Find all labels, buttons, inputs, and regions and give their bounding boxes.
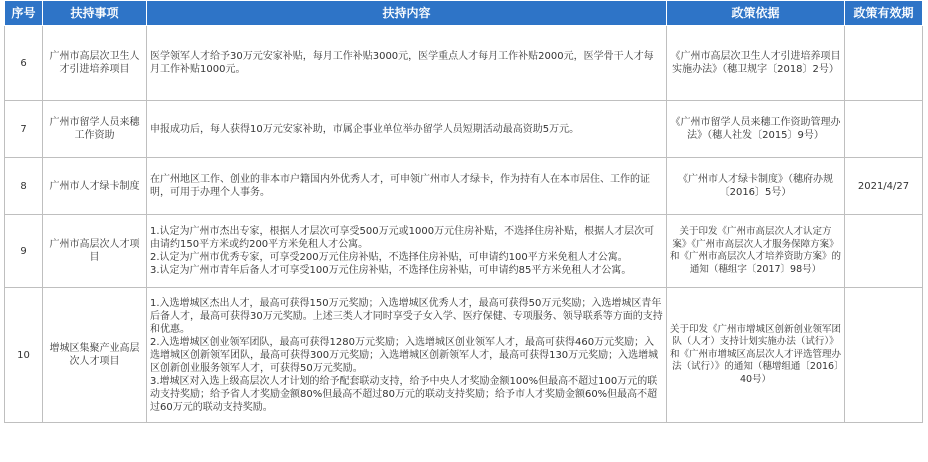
- header-basis: 政策依据: [667, 1, 845, 26]
- table-row: [5, 215, 923, 288]
- row-basis: 关于印发《广州市高层次人才认定方案》《广州市高层次人才服务保障方案》和《广州市高层次人才培养资助方案》的通知（穗组字〔2017〕98号）: [667, 215, 845, 288]
- row-item: 增城区集聚产业高层次人才项目: [43, 288, 147, 423]
- row-basis: 《广州市高层次卫生人才引进培养项目实施办法》（穗卫规字〔2018〕2号）: [667, 26, 845, 101]
- content-line: 3.认定为广州市青年后备人才可享受100万元住房补贴，不选择住房补贴，可申请约85平方米免租人才公寓。: [150, 265, 632, 276]
- table-row: [5, 158, 923, 215]
- row-num: 9: [5, 215, 43, 288]
- table-header-row: [5, 1, 923, 26]
- content-line: 2.认定为广州市优秀专家，可享受200万元住房补贴，不选择住房补贴，可申请约100平方米免租人才公寓。: [150, 252, 628, 263]
- row-item: 广州市高层次人才项目: [43, 215, 147, 288]
- row-content: [147, 288, 667, 423]
- row-item: 广州市留学人员来穗工作资助: [43, 101, 147, 158]
- row-basis: 《广州市留学人员来穗工作资助管理办法》（穗人社发〔2015〕9号）: [667, 101, 845, 158]
- row-item: 广州市高层次卫生人才引进培养项目: [43, 26, 147, 101]
- row-num: 6: [5, 26, 43, 101]
- row-content: [147, 158, 667, 215]
- row-basis: 《广州市人才绿卡制度》（穗府办规〔2016〕5号）: [667, 158, 845, 215]
- content-line: 在广州地区工作、创业的非本市户籍国内外优秀人才，可申领广州市人才绿卡，作为持有人在本市居住、工作的证明，可用于办理个人事务。: [150, 174, 650, 198]
- header-item: 扶持事项: [43, 1, 147, 26]
- content-line: 1.入选增城区杰出人才，最高可获得150万元奖励；入选增城区优秀人才，最高可获得50万元奖励；入选增城区青年后备人才，最高可获得30万元奖励。上述三类人才同时享受子女入学、医疗保健、专项服务、领导联系等方面的支持和优惠。: [150, 297, 663, 335]
- table-row: [5, 26, 923, 101]
- content-line: 申报成功后，每人获得10万元安家补助，市属企事业单位举办留学人员短期活动最高资助5万元。: [150, 123, 580, 135]
- row-valid: 2021/4/27: [845, 158, 923, 215]
- table-row: [5, 288, 923, 423]
- content-line: 医学领军人才给予30万元安家补贴，每月工作补贴3000元，医学重点人才每月工作补贴2000元，医学骨干人才每月工作补贴1000元。: [150, 51, 654, 75]
- row-basis: 关于印发《广州市增城区创新创业领军团队（人才）支持计划实施办法（试行）》和《广州市增城区高层次人才评选管理办法（试行）》的通知（穗增组通〔2016〕40号）: [667, 288, 845, 423]
- content-line: 3.增城区对入选上级高层次人才计划的给予配套联动支持，给予中央人才奖励金额100%但最高不超过100万元的联动支持奖励；给予省人才奖励金额80%但最高不超过80万元的联动支持奖励；给予市人才奖励金额60%但最高不超过60万元的联动支持奖励。: [150, 375, 658, 413]
- row-item: 广州市人才绿卡制度: [43, 158, 147, 215]
- row-valid: [845, 26, 923, 101]
- row-content: [147, 101, 667, 158]
- header-valid: 政策有效期: [845, 1, 923, 26]
- header-num: 序号: [5, 1, 43, 26]
- row-valid: [845, 215, 923, 288]
- policy-table: [4, 0, 923, 423]
- row-valid: [845, 101, 923, 158]
- row-num: 7: [5, 101, 43, 158]
- row-num: 10: [5, 288, 43, 423]
- row-content: [147, 26, 667, 101]
- content-line: 2.入选增城区创业领军团队，最高可获得1280万元奖励；入选增城区创业领军人才，最高可获得460万元奖励；入选增城区创新领军团队，最高可获得300万元奖励；入选增城区创新领军人才，最高可获得130万元奖励；入选增城区创新创业服务领军人才，可获得50万元奖励。: [150, 336, 659, 374]
- row-valid: [845, 288, 923, 423]
- row-num: 8: [5, 158, 43, 215]
- header-content: 扶持内容: [147, 1, 667, 26]
- row-content: [147, 215, 667, 288]
- content-line: 1.认定为广州市杰出专家，根据人才层次可享受500万元或1000万元住房补贴，不选择住房补贴，根据人才层次可由请约150平方米或约200平方米免租人才公寓。: [150, 226, 655, 250]
- table-row: [5, 101, 923, 158]
